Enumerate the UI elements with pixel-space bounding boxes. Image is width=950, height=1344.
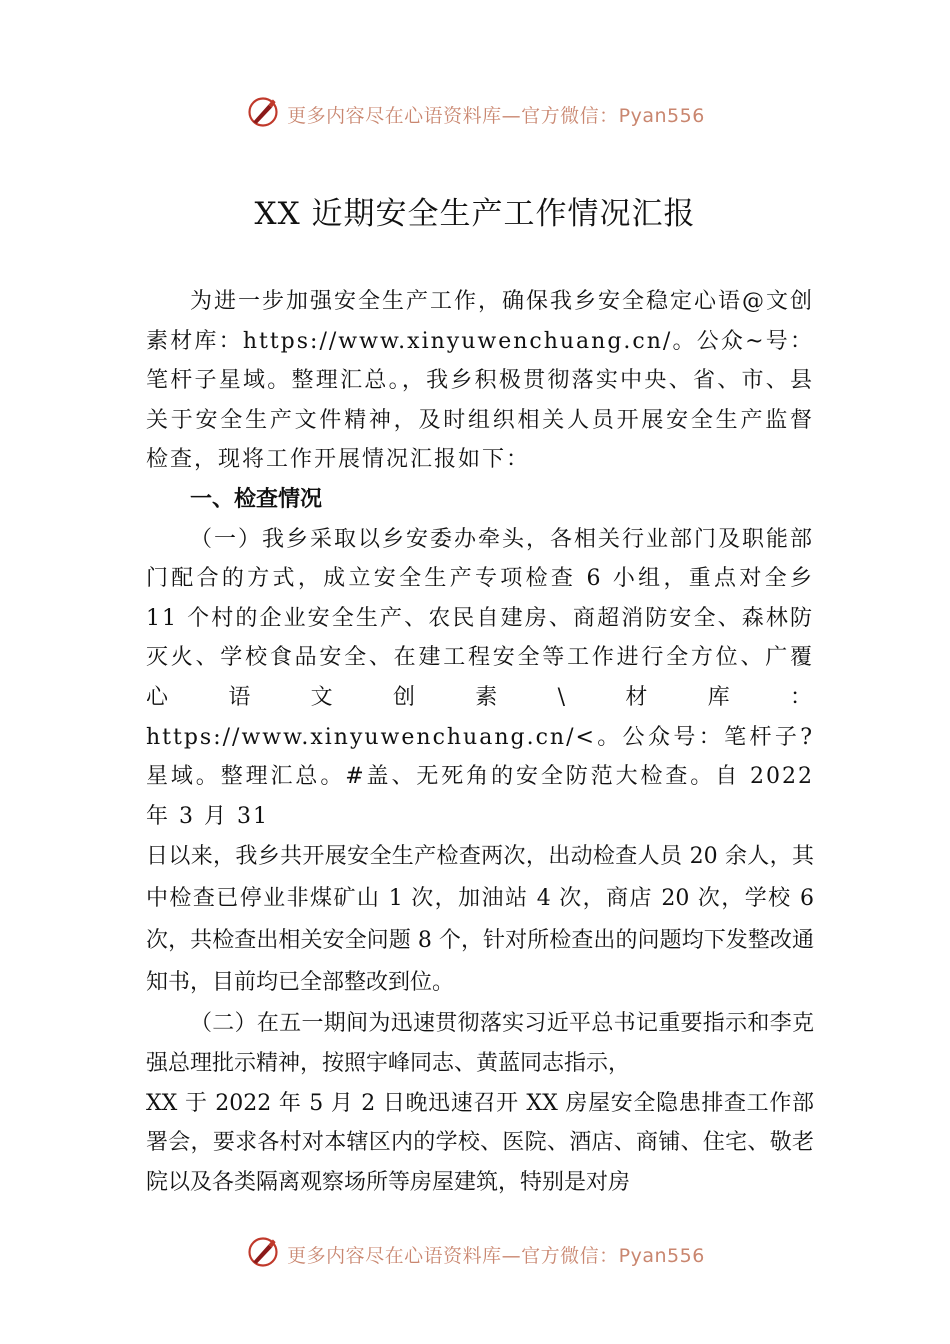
brush-pen-icon — [245, 94, 281, 134]
paragraph-1a: （一）我乡采取以乡安委办牵头，各相关行业部门及职能部门配合的方式，成立安全生产专项检查 6 小组，重点对全乡 11 个村的企业安全生产、农民自建房、商超消防安全、森林防灭火、学校食品安全、在建工程安全等工作进行全方位、广覆心语文创素\材库：https://www.xinyuwenchuang.cn/<。公众号：笔杆子?星域。整理汇总。#盖、无死角的安全防范大检查。自 2022 年 3 月 31 — [146, 526, 815, 829]
header-banner — [0, 94, 950, 134]
document-title: XX 近期安全生产工作情况汇报 — [254, 196, 696, 232]
paragraph-1b: 日以来，我乡共开展安全生产检查两次，出动检查人员 20 余人，其中检查已停业非煤矿山 1 次，加油站 4 次，商店 20 次，学校 6 次，共检查出相关安全问题 8 个，针对所检查出的问题均下发整改通知书，目前均已全部整改到位。 — [146, 844, 814, 996]
paragraph-2b: XX 于 2022 年 5 月 2 日晚迅速召开 XX 房屋安全隐患排查工作部署会，要求各村对本辖区内的学校、医院、酒店、商铺、住宅、敬老院以及各类隔离观察场所等房屋建筑，特别是对房 — [146, 1090, 814, 1195]
section-heading-inspection: 一、检查情况 — [190, 486, 323, 512]
intro-paragraph: 为进一步加强安全生产工作，确保我乡安全稳定心语@文创素材库：https://www.xinyuwenchuang.cn/。公众~号：笔杆子星域。整理汇总。，我乡积极贯彻落实中央、省、市、县关于安全生产文件精神，及时组织相关人员开展安全生产监督检查，现将工作开展情况汇报如下： — [146, 289, 815, 473]
header-banner-text[interactable]: 更多内容尽在心语资料库—官方微信：Pyan556 — [287, 104, 705, 127]
paragraph-2a: （二）在五一期间为迅速贯彻落实习近平总书记重要指示和李克强总理批示精神，按照宇峰同志、黄蓝同志指示， — [146, 1011, 814, 1076]
document-body — [146, 282, 814, 1202]
footer-banner — [0, 1234, 950, 1274]
brush-pen-icon — [245, 1234, 281, 1274]
footer-banner-text[interactable]: 更多内容尽在心语资料库—官方微信：Pyan556 — [287, 1244, 705, 1267]
